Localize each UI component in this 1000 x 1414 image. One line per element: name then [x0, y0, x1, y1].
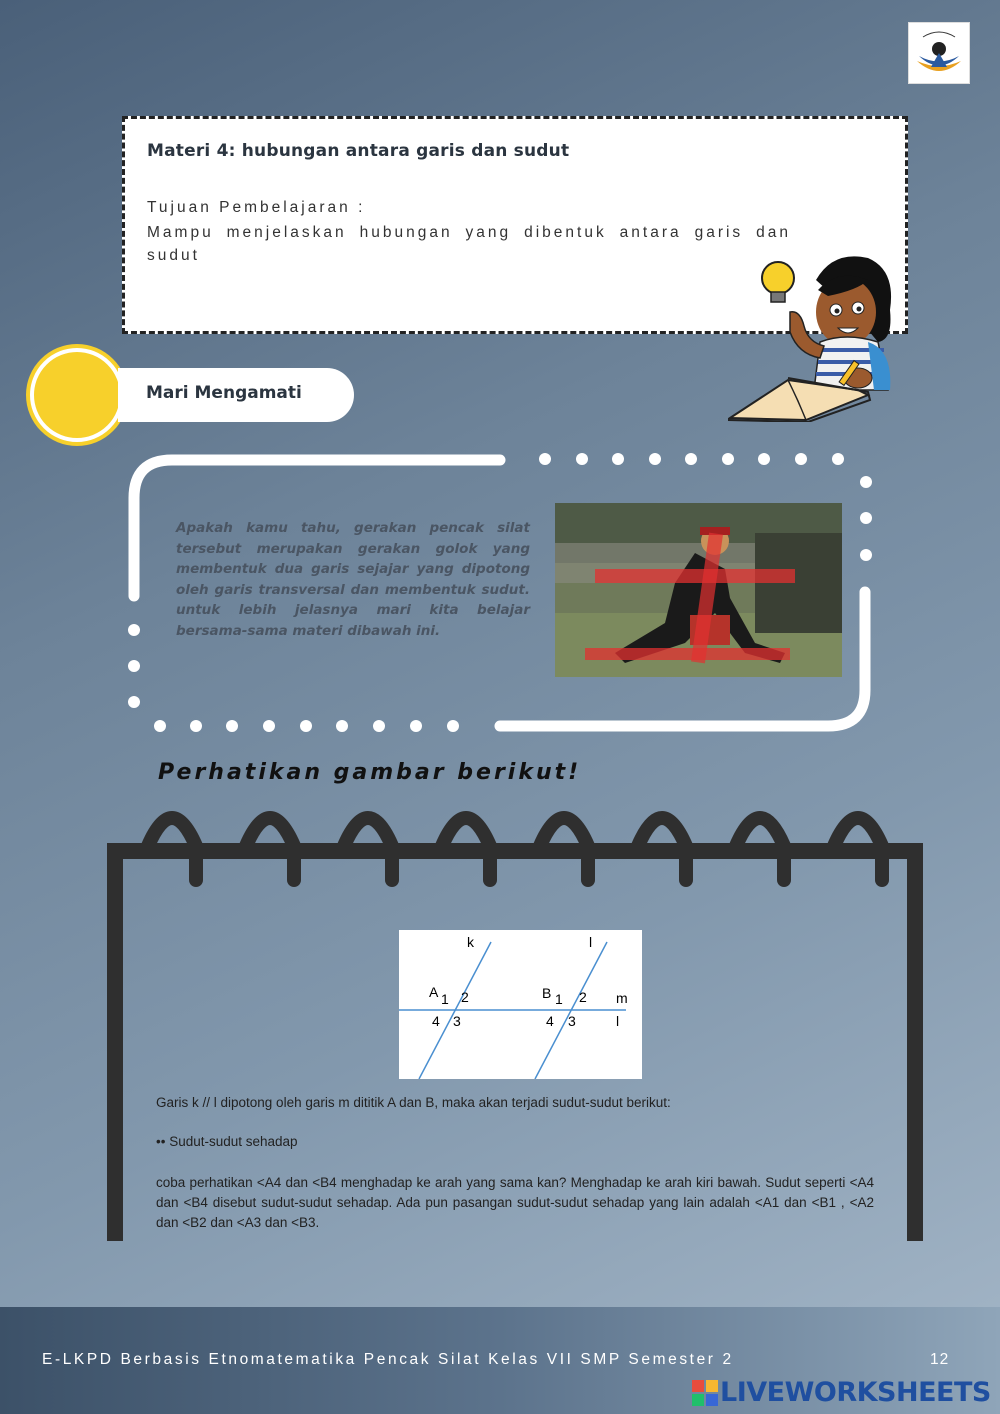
sehadap-heading: •• Sudut-sudut sehadap [156, 1134, 298, 1149]
perhatikan-heading: Perhatikan gambar berikut! [158, 760, 582, 785]
label-a2: 2 [461, 989, 469, 1005]
label-a3: 3 [453, 1013, 461, 1029]
liveworksheets-label: LIVEWORKSHEETS [720, 1377, 991, 1408]
label-m: m [616, 990, 628, 1006]
yellow-circle-decor [30, 348, 124, 442]
label-a: A [429, 984, 439, 1000]
page-footer [0, 1307, 1000, 1414]
university-logo [908, 22, 970, 84]
university-emblem-icon [909, 23, 969, 83]
label-b1: 1 [555, 991, 563, 1007]
liveworksheets-logo-icon [692, 1380, 718, 1406]
garis-statement: Garis k // l dipotong oleh garis m dititik A dan B, maka akan terjadi sudut-sudut berikut: [156, 1095, 671, 1110]
sehadap-explanation: coba perhatikan <A4 dan <B4 menghadap ke arah yang sama kan? Menghadap ke arah kiri bawah. Sudut seperti <A4 dan <B4 disebut sudut-sudut sehadap. Ada pun pasangan sudut-sudut sehadap yang lain adalah <A1 dan <B1 , <A2 dan <B2 dan <A3 dan <B3. [156, 1175, 874, 1230]
tujuan-text: Mampu menjelaskan hubungan yang dibentuk antara garis dan sudut [147, 224, 791, 264]
tujuan-label: Tujuan Pembelajaran : [147, 199, 366, 216]
observation-paragraph: Apakah kamu tahu, gerakan pencak silat tersebut merupakan gerakan golok yang membentuk dua garis sejajar yang dipotong oleh garis transversal dan membentuk sudut. untuk lebih jelasnya mari kita belajar bersama-sama materi dibawah ini. [176, 520, 530, 639]
label-b3: 3 [568, 1013, 576, 1029]
label-b: B [542, 985, 552, 1001]
mari-mengamati-label: Mari Mengamati [146, 383, 302, 403]
student-girl-illustration [728, 250, 898, 422]
label-a1: 1 [441, 991, 449, 1007]
mari-mengamati-pill [118, 368, 354, 422]
label-l-right: l [616, 1013, 620, 1029]
parallel-lines-figure [399, 930, 642, 1079]
materi-title: Materi 4: hubungan antara garis dan sudut [147, 141, 570, 161]
label-b4: 4 [546, 1013, 554, 1029]
page-number: 12 [930, 1351, 950, 1368]
label-b2: 2 [579, 989, 587, 1005]
footer-title: E-LKPD Berbasis Etnomatematika Pencak Silat Kelas VII SMP Semester 2 [42, 1351, 734, 1368]
label-a4: 4 [432, 1013, 440, 1029]
pencak-silat-photo [555, 503, 842, 677]
liveworksheets-brand[interactable] [692, 1377, 991, 1408]
label-l-top: l [589, 934, 593, 950]
label-k: k [467, 934, 474, 950]
